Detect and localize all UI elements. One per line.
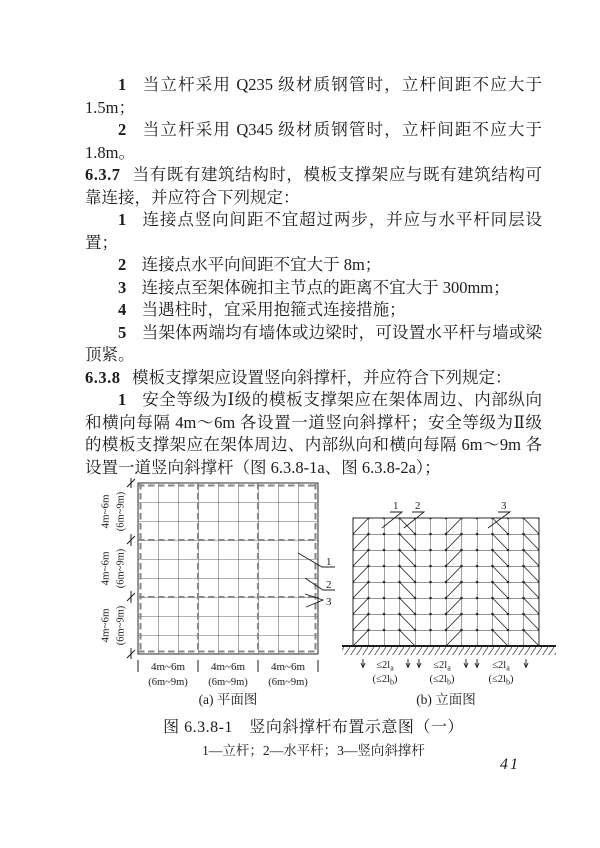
clause-item — [85, 119, 542, 164]
elevation-view-diagram — [338, 476, 566, 716]
item-text: 连接点至架体碗扣主节点的距离不宜大于 300mm； — [141, 277, 510, 297]
elevation-dim-alt-label: $(\le 2l_b)$ — [488, 674, 514, 687]
plan-dim-alt-label: (6m~9m) — [115, 491, 127, 532]
body-text — [85, 74, 542, 479]
plan-dim-label: 4m~6m — [210, 661, 246, 673]
clause-item — [85, 299, 542, 322]
elevation-dim-label: $\le 2l_a$ — [492, 660, 510, 673]
clause-item — [85, 74, 542, 119]
clause-6-3-8 — [85, 367, 542, 390]
item-text: 当架体两端均有墙体或边梁时，可设置水平杆与墙或梁顶紧。 — [85, 322, 542, 364]
item-text: 连接点水平向间距不宜大于 8m； — [141, 255, 382, 274]
clause-text: 模板支撑架应设置竖向斜撑杆，并应符合下列规定： — [132, 367, 512, 387]
plan-grid — [138, 483, 318, 654]
plan-dim-label: 4m~6m — [270, 661, 306, 673]
item-text: 安全等级为Ⅰ级的模板支撑架应在架体周边、内部纵向和横向每隔 4m～6m 各设置一道竖向斜撑杆；安全等级为Ⅱ级的模板支撑架应在架体周边、内部纵向和横向每隔 6m～9m 各设置一道竖向斜撑杆（图 6.3.8-1a、图 6.3.8-2a）； — [85, 390, 542, 477]
plan-dim-label: 4m~6m — [99, 608, 112, 643]
plan-bottom-dim-labels — [148, 661, 308, 688]
item-number: 1 — [118, 75, 127, 94]
clause-6-3-7 — [85, 164, 542, 209]
figure-title: 图 6.3.8-1 竖向斜撑杆布置示意图（一） — [163, 719, 464, 736]
item-number: 2 — [118, 255, 127, 274]
item-text: 当遇柱时，宜采用抱箍式连接措施； — [141, 300, 406, 319]
elevation-dim-alt-label: $(\le 2l_b)$ — [429, 674, 455, 687]
plan-left-dim-ticks — [127, 478, 135, 659]
plan-dim-alt-label: (6m~9m) — [208, 677, 248, 688]
plan-left-dim-labels — [100, 491, 127, 645]
item-text: 当立杆采用 Q235 级材质钢管时，立杆间距不应大于 1.5m； — [85, 75, 542, 117]
figure-legend: 1—立杆；2—水平杆；3—竖向斜撑杆 — [202, 743, 425, 758]
item-number: 5 — [118, 322, 127, 342]
plan-dim-label: 4m~6m — [150, 661, 186, 673]
elevation-dim-label: $\le 2l_a$ — [433, 660, 451, 673]
plan-dim-alt-label: (6m~9m) — [115, 605, 127, 646]
plan-dim-alt-label: (6m~9m) — [115, 548, 127, 589]
item-text: 当立杆采用 Q345 级材质钢管时，立杆间距不应大于 1.8m。 — [85, 120, 542, 162]
plan-dim-label: 4m~6m — [99, 494, 112, 529]
elevation-dim-label: $\le 2l_a$ — [376, 660, 394, 673]
elevation-dim-alt-label: $(\le 2l_b)$ — [372, 674, 398, 687]
plan-view-diagram — [93, 476, 349, 716]
plan-dim-alt-label: (6m~9m) — [268, 677, 308, 688]
page-number: 41 — [500, 756, 520, 773]
plan-mark-2: 2 — [326, 579, 332, 591]
elevation-mark-2: 2 — [415, 500, 421, 512]
clause-text: 当有既有建筑结构时，模板支撑架应与既有建筑结构可靠连接，并应符合下列规定： — [85, 165, 542, 207]
item-number: 2 — [118, 120, 127, 139]
plan-dim-alt-label: (6m~9m) — [148, 677, 188, 688]
elevation-mark-3: 3 — [501, 500, 507, 512]
elevation-caption: (b) 立面图 — [416, 692, 476, 707]
plan-mark-1: 1 — [326, 556, 332, 568]
plan-caption: (a) 平面图 — [198, 692, 258, 707]
clause-item — [85, 254, 542, 277]
clause-item — [85, 277, 542, 300]
clause-number: 6.3.8 — [85, 367, 121, 387]
item-number: 3 — [118, 277, 127, 297]
item-number: 4 — [118, 300, 127, 319]
ground-hatch — [342, 647, 556, 655]
plan-mark-3: 3 — [326, 596, 332, 608]
clause-item — [85, 209, 542, 254]
item-number: 1 — [118, 210, 127, 229]
item-number: 1 — [118, 390, 127, 409]
clause-item — [85, 389, 542, 479]
item-text: 连接点竖向间距不宜超过两步，并应与水平杆同层设置； — [85, 210, 542, 252]
clause-item — [85, 322, 542, 367]
elevation-mark-1: 1 — [393, 500, 399, 512]
elevation-dim-labels — [373, 660, 514, 687]
clause-number: 6.3.7 — [85, 165, 121, 184]
plan-dim-label: 4m~6m — [99, 551, 112, 586]
